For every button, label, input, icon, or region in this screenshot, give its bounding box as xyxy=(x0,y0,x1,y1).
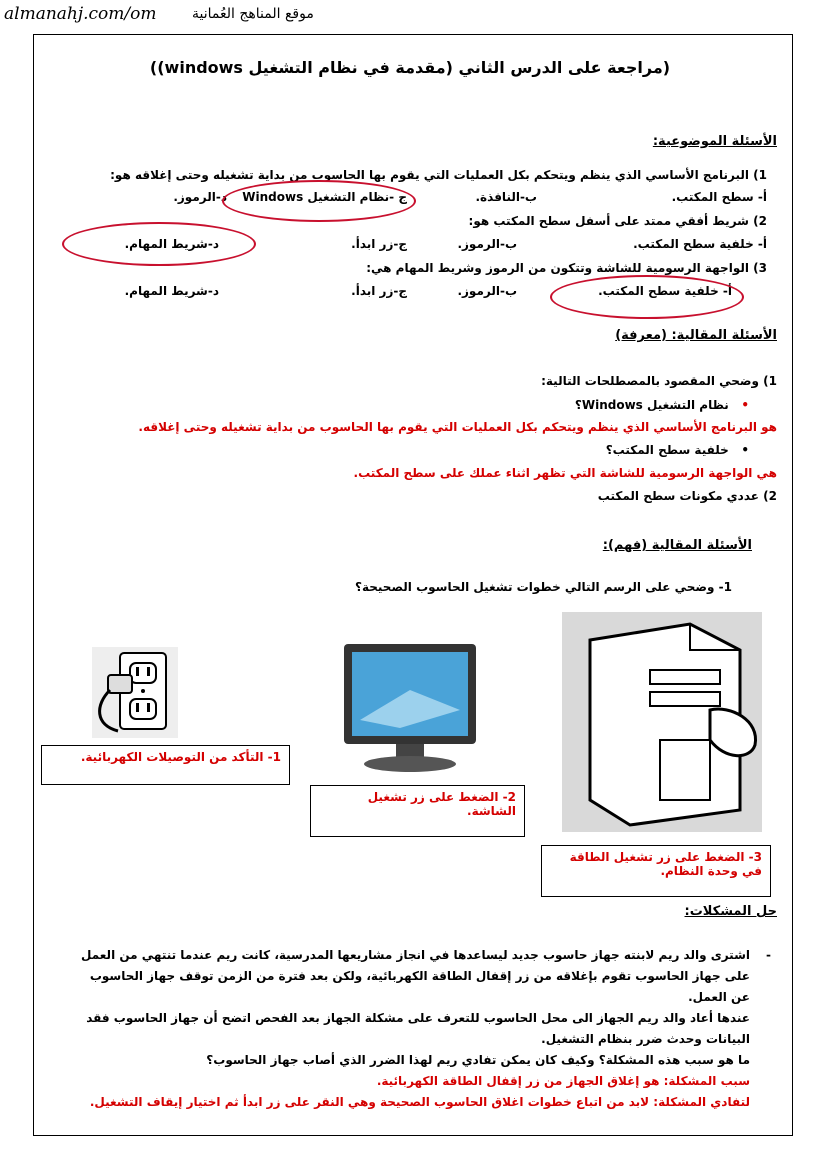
q1-option-b: ب-النافذة. xyxy=(475,190,537,204)
step3-box: 3- الضغط على زر تشغيل الطاقة في وحدة النظام. xyxy=(541,845,771,897)
essay-q2: 2) عددي مكونات سطح المكتب xyxy=(597,489,777,503)
bullet-icon: • xyxy=(741,398,749,412)
answer-circle-q3 xyxy=(550,275,744,319)
q1-option-c: ج -نظام التشغيل Windows xyxy=(242,190,407,204)
problem-paragraph xyxy=(70,945,750,1113)
problem-answer1: سبب المشكلة: هو إغلاق الجهاز من زر إقفال الطاقة الكهربائية. xyxy=(376,1074,750,1088)
term2-text: خلفية سطح المكتب؟ xyxy=(605,443,729,457)
understanding-q1: 1- وضحي على الرسم التالي خطوات تشغيل الحاسوب الصحيحة؟ xyxy=(355,580,732,594)
objective-heading: الأسئلة الموضوعية: xyxy=(652,134,777,149)
site-name: موقع المناهج العُمانية xyxy=(192,6,314,22)
q1-text: البرنامج الأساسي الذي ينظم ويتحكم بكل العمليات التي يقوم بها الحاسوب من بداية تشغيله وحتى إغلاقه هو: xyxy=(110,168,749,182)
q1-option-a: أ- سطح المكتب. xyxy=(671,190,767,204)
monitor-icon xyxy=(340,640,480,775)
site-url: almanahj.com/om xyxy=(4,4,157,24)
answer-circle-q2 xyxy=(62,222,256,266)
q3-option-b: ب-الرموز. xyxy=(457,284,517,298)
q1-option-d: د-الرموز. xyxy=(173,190,227,204)
problem-p1: اشترى والد ريم لابنته جهاز حاسوب جديد ليساعدها في انجاز مشاريعها المدرسية، كانت ريم عندما تنتهي من العمل على جهاز الحاسوب تقوم بإغلاقه من زر إقفال الطاقة الكهربائية، ولكن بعد فترة من الزمن توقف جهاز الحاسوب عن العمل. xyxy=(81,948,750,1004)
answer1: هو البرنامج الأساسي الذي ينظم ويتحكم بكل العمليات التي يقوم بها الحاسوب من بداية تشغيله وحتى إغلاقه. xyxy=(138,420,777,434)
q3-text: الواجهة الرسومية للشاشة وتتكون من الرموز وشريط المهام هي: xyxy=(366,261,749,275)
term1 xyxy=(575,398,749,412)
problem-p3: ما هو سبب هذه المشكلة؟ وكيف كان يمكن تفادي ريم لهذا الضرر الذي أصاب جهاز الحاسوب؟ xyxy=(206,1053,750,1067)
q3-number: 3) xyxy=(753,261,767,275)
q3-option-d: د-شريط المهام. xyxy=(124,284,219,298)
page-title: (مراجعة على الدرس الثاني (مقدمة في نظام التشغيل windows)) xyxy=(149,58,671,77)
system-unit-icon xyxy=(560,610,765,835)
problem-p2: عندها أعاد والد ريم الجهاز الى محل الحاسوب للتعرف على مشكلة الجهاز بعد الفحص اتضح أن جهاز الحاسوب فقد البيانات وحدث ضرر بنظام التشغيل. xyxy=(86,1011,750,1046)
q2-option-a: أ- خلفية سطح المكتب. xyxy=(633,237,767,251)
objective-q3 xyxy=(67,261,767,275)
essay-understanding-heading: الأسئلة المقالية (فهم): xyxy=(602,538,752,553)
q1-number: 1) xyxy=(753,168,767,182)
step2-box: 2- الضغط على زر تشغيل الشاشة. xyxy=(310,785,525,837)
q3-option-a: أ- خلفية سطح المكتب. xyxy=(598,284,732,298)
problem-bullet: - xyxy=(766,948,771,962)
term2 xyxy=(606,443,749,457)
essay-q1: 1) وضحي المقصود بالمصطلحات التالية: xyxy=(541,374,777,388)
q2-option-b: ب-الرموز. xyxy=(457,237,517,251)
q2-option-c: ج-زر ابدأ. xyxy=(351,237,407,251)
bullet-icon: • xyxy=(741,443,749,457)
q2-option-d: د-شريط المهام. xyxy=(124,237,219,251)
answer2: هي الواجهة الرسومية للشاشة التي تظهر اثناء عملك على سطح المكتب. xyxy=(353,466,777,480)
essay-knowledge-heading: الأسئلة المقالية: (معرفة) xyxy=(615,328,777,343)
term1-text: نظام التشغيل Windows؟ xyxy=(574,398,729,412)
q2-text: شريط أفقي ممتد على أسفل سطح المكتب هو: xyxy=(468,214,749,228)
q2-number: 2) xyxy=(753,214,767,228)
objective-q1 xyxy=(67,168,767,182)
step1-box: 1- التأكد من التوصيلات الكهربائية. xyxy=(41,745,290,785)
problem-answer2: لتفادي المشكلة: لابد من اتباع خطوات اغلاق الحاسوب الصحيحة وهي النقر على زر ابدأ ثم اختيار إيقاف التشغيل. xyxy=(89,1095,750,1109)
problem-heading: حل المشكلات: xyxy=(684,904,777,919)
q3-option-c: ج-زر ابدأ. xyxy=(351,284,407,298)
power-outlet-icon xyxy=(90,645,180,740)
